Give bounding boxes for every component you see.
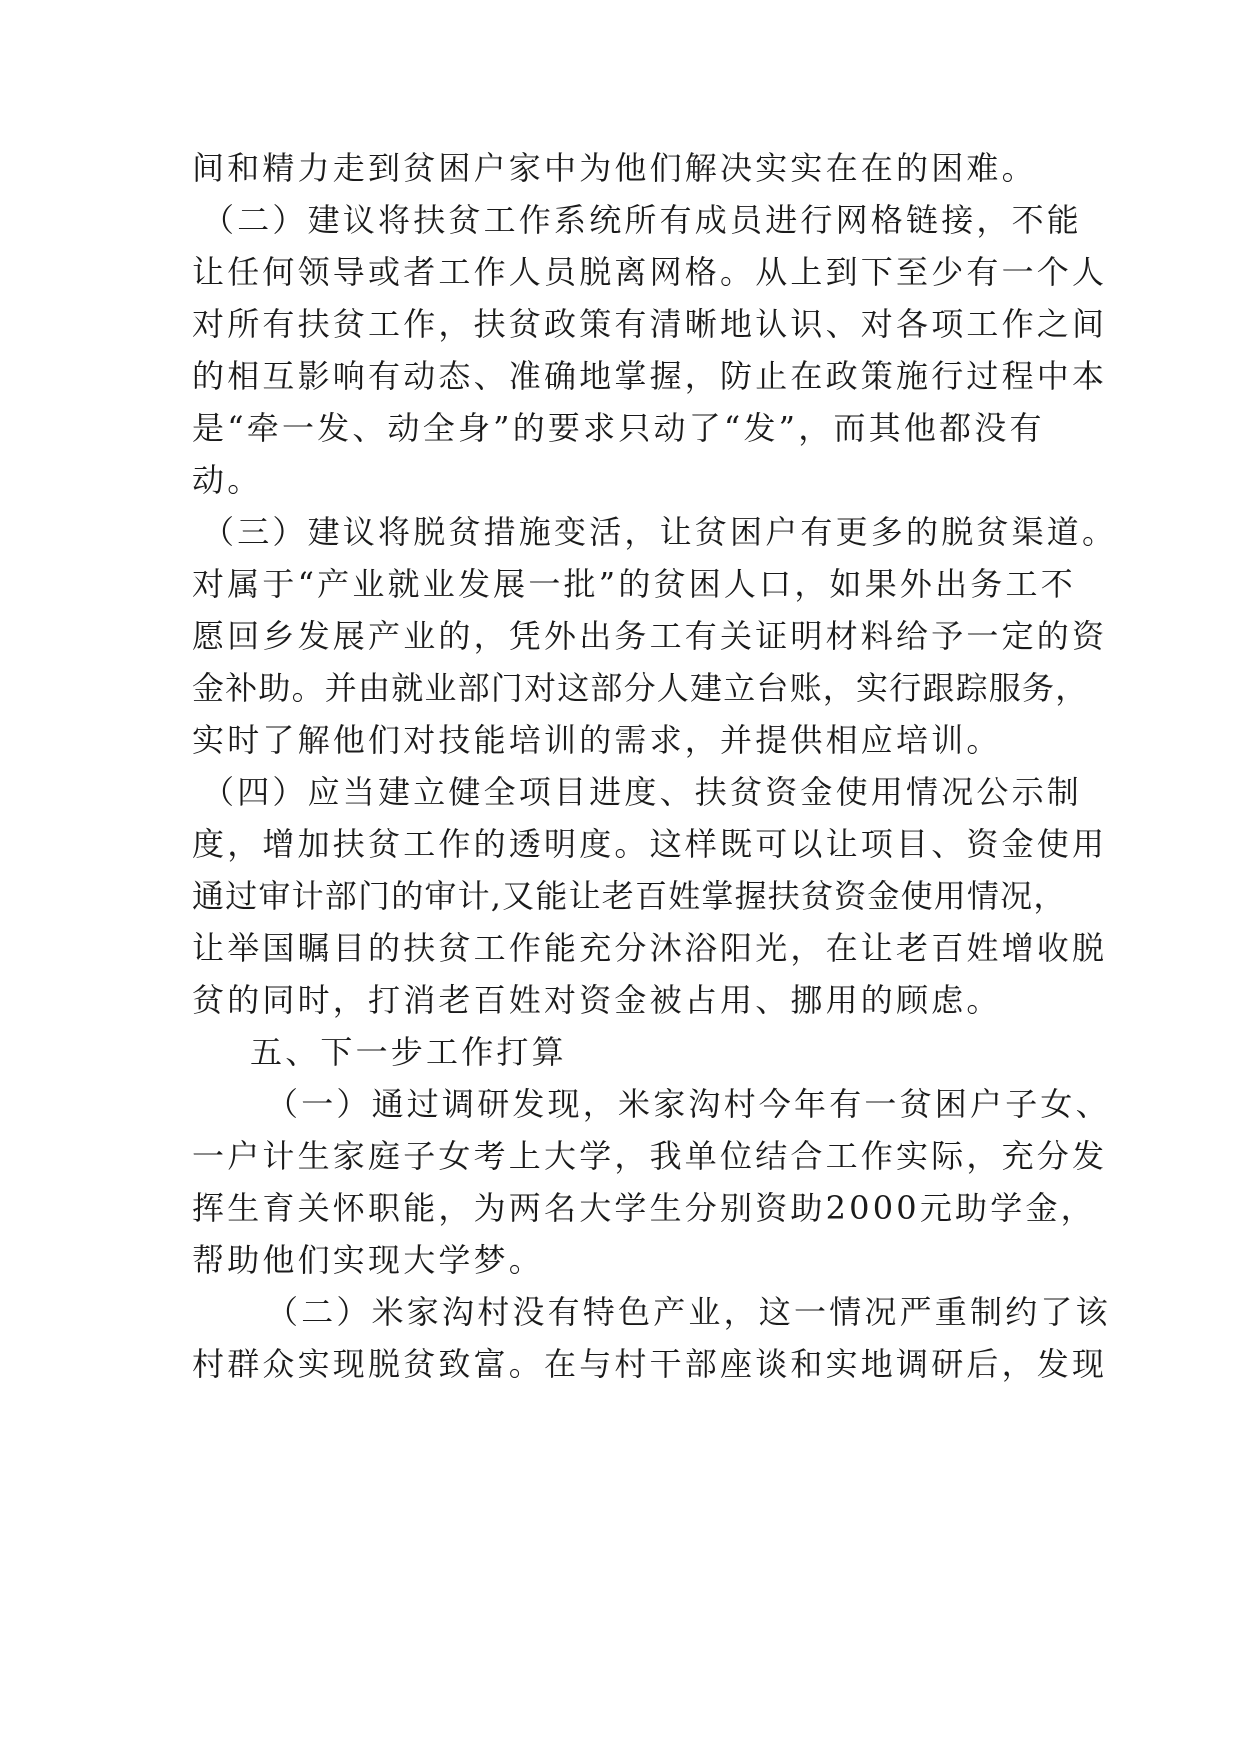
paragraph-line: 帮助他们实现大学梦。 (192, 1241, 545, 1279)
paragraph-line: 实时了解他们对技能培训的需求，并提供相应培训。 (192, 721, 1002, 759)
paragraph-line: （四）应当建立健全项目进度、扶贫资金使用情况公示制 (202, 773, 1083, 811)
paragraph-line: 通过审计部门的审计,又能让老百姓掌握扶贫资金使用情况， (192, 877, 1067, 915)
paragraph-line: 一户计生家庭子女考上大学，我单位结合工作实际，充分发 (192, 1137, 1108, 1175)
paragraph-line: （二）建议将扶贫工作系统所有成员进行网格链接，不能 (202, 201, 1083, 239)
section-heading: 五、下一步工作打算 (250, 1033, 567, 1071)
paragraph-line: 贫的同时，打消老百姓对资金被占用、挪用的顾虑。 (192, 981, 1002, 1019)
paragraph-line: 让举国瞩目的扶贫工作能充分沐浴阳光，在让老百姓增收脱 (192, 929, 1108, 967)
paragraph-line: 金补助。并由就业部门对这部分人建立台账，实行跟踪服务， (192, 669, 1089, 707)
paragraph-line: 是“牵一发、动全身”的要求只动了“发”，而其他都没有 (192, 409, 1045, 447)
paragraph-line: 让任何领导或者工作人员脱离网格。从上到下至少有一个人 (192, 253, 1108, 291)
paragraph-line: 动。 (192, 461, 263, 499)
paragraph-line: （二）米家沟村没有特色产业，这一情况严重制约了该 (266, 1293, 1111, 1331)
paragraph-line: 村群众实现脱贫致富。在与村干部座谈和实地调研后，发现 (192, 1345, 1108, 1383)
paragraph-line: 挥生育关怀职能，为两名大学生分别资助2000元助学金， (192, 1189, 1096, 1227)
paragraph-line: 间和精力走到贫困户家中为他们解决实实在在的困难。 (192, 149, 1037, 187)
paragraph-line: （三）建议将脱贫措施变活，让贫困户有更多的脱贫渠道。 (202, 513, 1118, 551)
paragraph-line: 的相互影响有动态、准确地掌握，防止在政策施行过程中本 (192, 357, 1108, 395)
paragraph-line: （一）通过调研发现，米家沟村今年有一贫困户子女、 (266, 1085, 1111, 1123)
paragraph-line: 度，增加扶贫工作的透明度。这样既可以让项目、资金使用 (192, 825, 1108, 863)
paragraph-line: 愿回乡发展产业的，凭外出务工有关证明材料给予一定的资 (192, 617, 1108, 655)
paragraph-line: 对所有扶贫工作，扶贫政策有清晰地认识、对各项工作之间 (192, 305, 1108, 343)
paragraph-line: 对属于“产业就业发展一批”的贫困人口，如果外出务工不 (192, 565, 1076, 603)
